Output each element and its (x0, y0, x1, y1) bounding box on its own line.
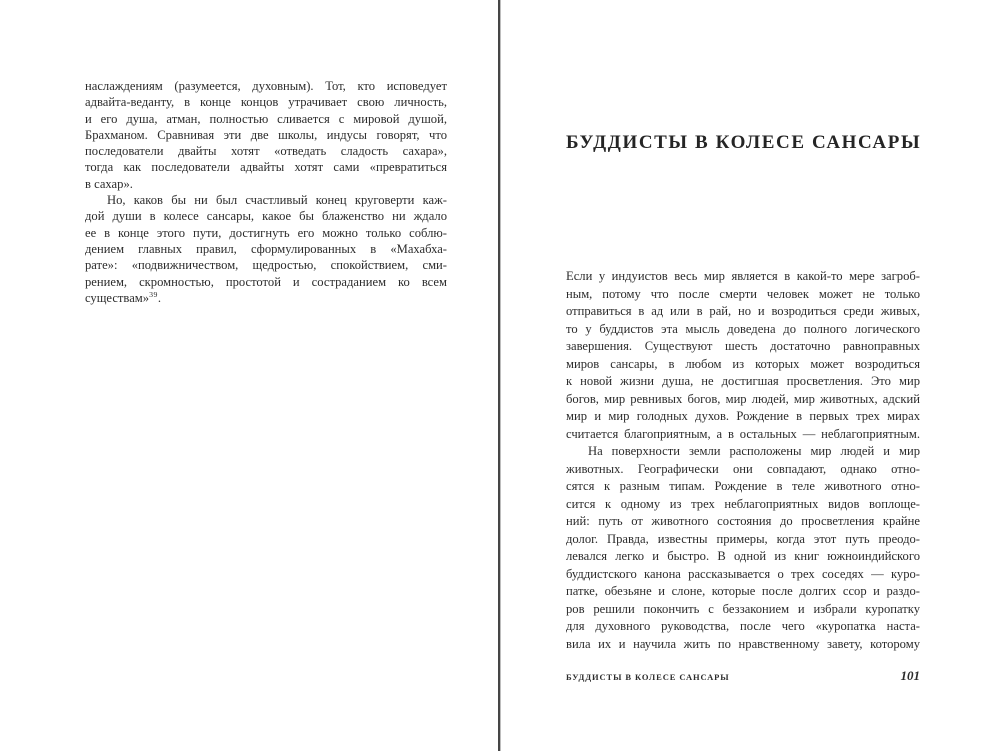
text-line: На поверхности земли расположены мир людей и мир (588, 444, 920, 458)
page-divider (498, 0, 501, 751)
footnote-reference: 39 (149, 289, 158, 299)
running-title: БУДДИСТЫ В КОЛЕСЕ САНСАРЫ (566, 672, 730, 682)
text-line: тогда как последователи адвайты хотят сами «превратиться (85, 160, 447, 175)
left-page-text (85, 78, 447, 306)
text-line: и его душа, атман, полностью сливается с мировой душой, (85, 111, 447, 126)
text-line: дением главных правил, сформулированных в «Махабха- (85, 241, 447, 256)
text-line: Но, каков бы ни был счастливый конец круговерти каж- (107, 193, 447, 208)
text-line: в сахар». (85, 176, 133, 191)
text-line: сится к одному из трех неблагоприятных видов воплоще- (566, 496, 920, 511)
right-page-text (566, 268, 920, 653)
text-line: наслаждениям (разумеется, духовным). Тот, кто исповедует (85, 79, 447, 93)
text-line: вила их и научила жить по нравственному завету, которому (566, 636, 920, 651)
text-line: дой души в колесе сансары, какое бы блаженство ни ждало (85, 209, 447, 224)
text-line: то у буддистов эта мысль доведена до полного логического (566, 321, 920, 336)
text-line: Брахманом. Сравнивая эти две школы, индусы говорят, что (85, 127, 447, 142)
text-line: животных. Географически они совпадают, однако отно- (566, 461, 920, 476)
text-line: завершения. Существуют шесть достаточно равноправных (566, 339, 920, 353)
text-line: отправиться в ад или в рай, но и возродиться среди живых, (566, 304, 920, 318)
text-line: сятся к разным типам. Рождение в теле животного отно- (566, 479, 920, 493)
text-line: буддистского канона рассказывается о трех соседях — куро- (566, 566, 920, 581)
text-line: ным, потому что после смерти человек может не только (566, 286, 920, 301)
text-line: ний: путь от животного состояния до просветления крайне (566, 514, 920, 528)
text-line: рате»: «подвижничеством, щедростью, спокойствием, сми- (85, 258, 447, 273)
text-line: мир и мир голодных духов. Рождение в первых трех мирах (566, 409, 920, 423)
page-footer (566, 668, 920, 684)
text-line: считается благоприятным, а в остальных — неблагоприятным. (566, 426, 920, 441)
text-line: богов, мир ревнивых богов, мир людей, мир животных, адский (566, 391, 920, 406)
text-line: для духовного руководства, после чего «куропатка наста- (566, 619, 920, 633)
text-line: патке, обезьяне и слоне, которые после долгих ссор и раздо- (566, 584, 920, 598)
chapter-title: БУДДИСТЫ В КОЛЕСЕ САНСАРЫ (566, 132, 922, 153)
text-line: адвайта-веданту, в конце концов утрачивает свою личность, (85, 95, 447, 110)
text-line: ров решили покончить с беззаконием и избрали куропатку (566, 601, 920, 616)
text-line: рением, скромностью, простотой и состраданием ко всем (85, 274, 447, 289)
text-line: левался легко и быстро. В одной из книг южноиндийского (566, 549, 920, 563)
text-line: Если у индуистов весь мир является в какой-то мере загроб- (566, 269, 920, 283)
text-line: долог. Правда, известны примеры, когда этот путь преодо- (566, 531, 920, 546)
text-line: миров сансары, в любом из которых может возродиться (566, 356, 920, 371)
text-line: существам»$^{39}$. (85, 289, 162, 305)
page-number: 101 (900, 668, 920, 683)
text-line: последователи двайты хотят «отведать сладость сахара», (85, 144, 447, 159)
text-line: к новой жизни душа, не достигшая просветления. Это мир (566, 374, 920, 388)
text-line: ее в конце этого пути, достигнуть его можно только соблю- (85, 225, 447, 240)
